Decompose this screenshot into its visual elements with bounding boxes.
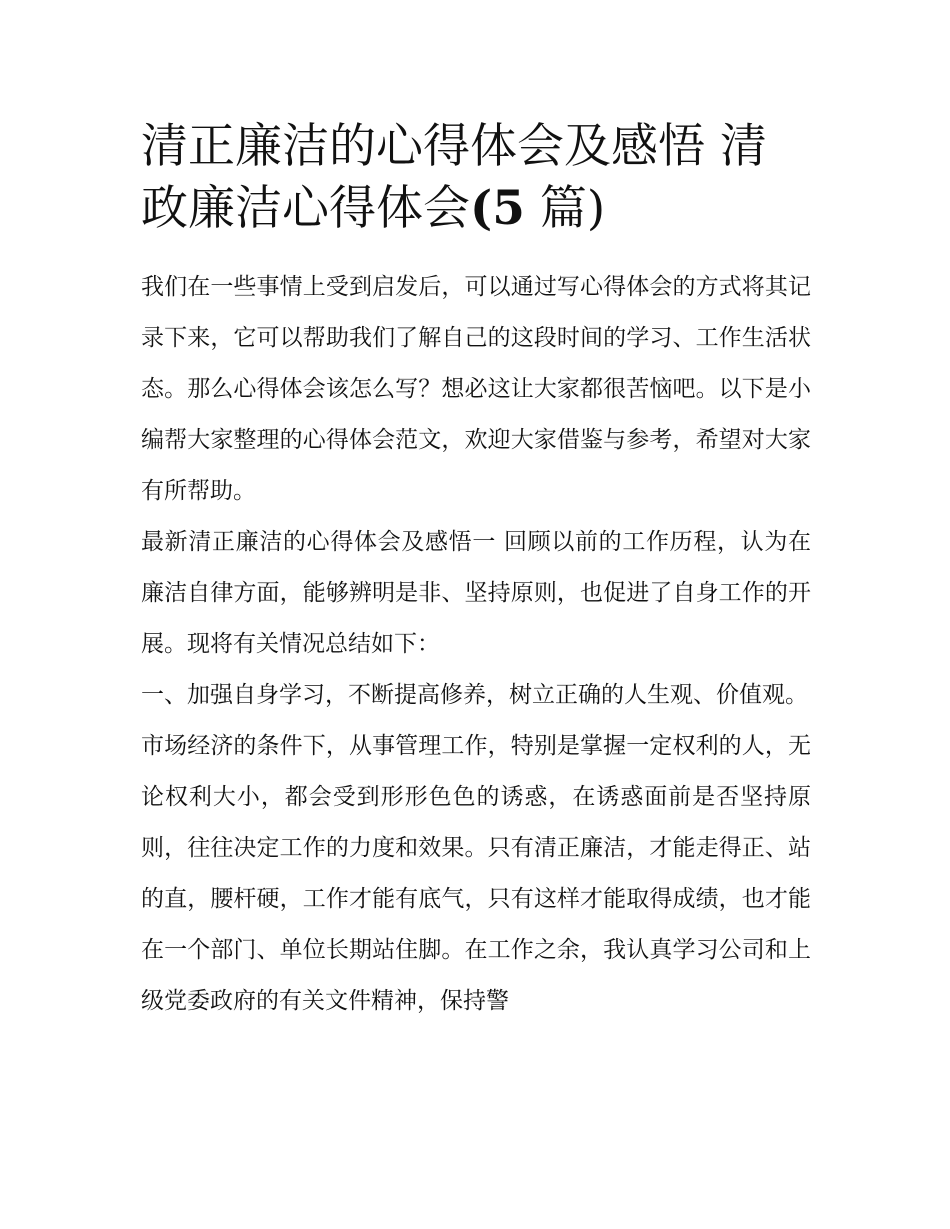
- document-content: [141, 116, 811, 1027]
- paragraph-heading-one: 一、加强自身学习，不断提高修养，树立正确的人生观、价值观。: [141, 682, 808, 708]
- document-title: [141, 116, 811, 240]
- document-title-count: (5: [470, 181, 525, 236]
- document-title-suffix: 篇): [524, 181, 606, 236]
- paragraph-market-economy: 市场经济的条件下，从事管理工作，特别是掌握一定权利的人，无论权利大小，都会受到形形色色的诱惑，在诱惑面前是否坚持原则，往往决定工作的力度和效果。只有清正廉洁，才能走得正、站的直，腰杆硬，工作才能有底气，只有这样才能取得成绩，也才能在一个部门、单位长期站住脚。在工作之余，我认真学习公司和上级党委政府的有关文件精神，保持警: [141, 733, 811, 1014]
- paragraph-intro: 我们在一些事情上受到启发后，可以通过写心得体会的方式将其记录下来，它可以帮助我们了解自己的这段时间的学习、工作生活状态。那么心得体会该怎么写？想必这让大家都很苦恼吧。以下是小编帮大家整理的心得体会范文，欢迎大家借鉴与参考，希望对大家有所帮助。: [141, 274, 811, 504]
- document-body: [141, 262, 811, 1027]
- document-title-text: 清正廉洁的心得体会及感悟 清政廉洁心得体会: [141, 119, 767, 236]
- paragraph-section-one-intro: 最新清正廉洁的心得体会及感悟一 回顾以前的工作历程，认为在廉洁自律方面，能够辨明是非、坚持原则，也促进了自身工作的开展。现将有关情况总结如下：: [141, 529, 811, 657]
